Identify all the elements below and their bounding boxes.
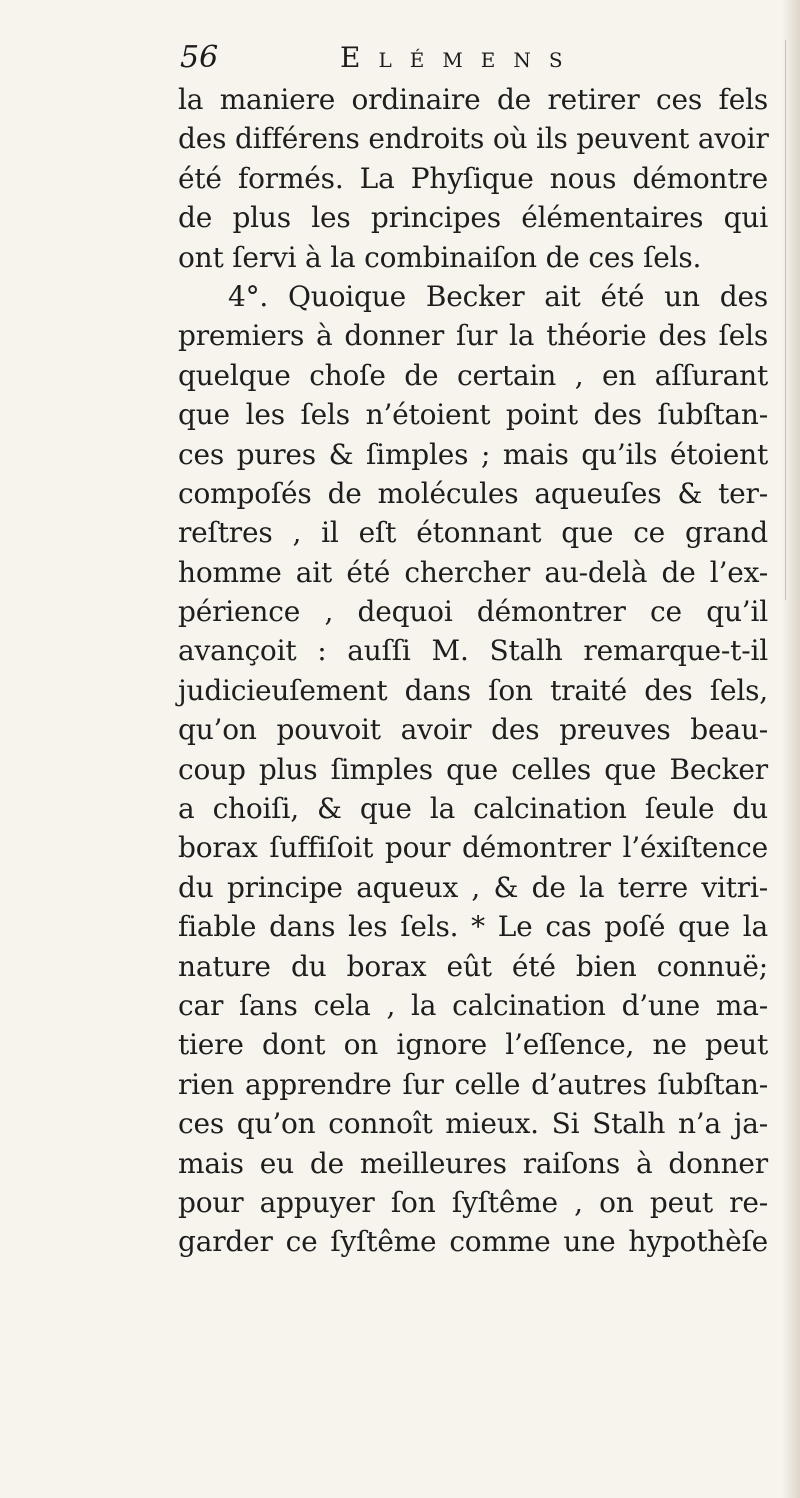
running-title: Elémens (340, 41, 581, 74)
text-line: reſtres , il eſt étonnant que ce grand (178, 516, 768, 550)
text-line: mais eu de meilleures raiſons à donner (178, 1146, 768, 1180)
text-line: ces qu’on connoît mieux. Si Stalh n’a ja- (178, 1107, 768, 1141)
text-line: rien apprendre ſur celle d’autres ſubſtan- (178, 1067, 768, 1101)
text-line: de plus les principes élémentaires qui (178, 201, 768, 235)
text-line: périence , dequoi démontrer ce qu’il (178, 595, 768, 629)
text-line: compoſés de molécules aqueuſes & ter- (178, 476, 768, 510)
text-line: tiere dont on ignore l’eſſence, ne peut (178, 1028, 768, 1062)
text-line: garder ce ſyſtême comme une hypothèſe (178, 1225, 768, 1259)
text-line: qu’on pouvoit avoir des preuves beau- (178, 713, 768, 747)
text-line: a choiſi, & que la calcination ſeule du (178, 792, 768, 826)
text-line: fiable dans les ſels. * Le cas poſé que la (178, 910, 768, 944)
text-line: homme ait été chercher au-delà de l’ex- (178, 555, 768, 589)
text-line: borax ſuffiſoit pour démontrer l’éxiſtence (178, 831, 768, 865)
text-line: pour appuyer ſon ſyſtême , on peut re- (178, 1185, 768, 1219)
text-line: avançoit : auſſi M. Stalh remarque-t-il (178, 634, 768, 668)
body-text (178, 80, 768, 1262)
text-line: judicieuſement dans ſon traité des ſels, (178, 673, 768, 707)
text-line: car ſans cela , la calcination d’une ma- (178, 988, 768, 1022)
text-line: des différens endroits où ils peuvent avoir (178, 122, 769, 156)
text-line: premiers à donner ſur la théorie des ſels (178, 319, 768, 353)
text-line: que les ſels n’étoient point des ſubſtan- (178, 398, 768, 432)
text-line: quelque choſe de certain , en aſſurant (178, 358, 768, 392)
text-line: la maniere ordinaire de retirer ces fels (178, 83, 768, 116)
page-edge-rule (785, 40, 786, 600)
text-line: du principe aqueux , & de la terre vitri- (178, 870, 768, 904)
paragraph-first-line: 4°. Quoique Becker ait été un des (228, 279, 768, 313)
text-line: été formés. La Phyſique nous démontre (178, 161, 768, 195)
text-line: nature du borax eût été bien connuë; (178, 949, 768, 983)
page-number: 56 (180, 40, 219, 75)
running-head (180, 38, 650, 78)
text-line: coup plus ſimples que celles que Becker (178, 752, 768, 786)
text-line: ces pures & ſimples ; mais qu’ils étoient (178, 437, 768, 471)
text-line: ont ſervi à la combinaiſon de ces ſels. (178, 240, 702, 274)
